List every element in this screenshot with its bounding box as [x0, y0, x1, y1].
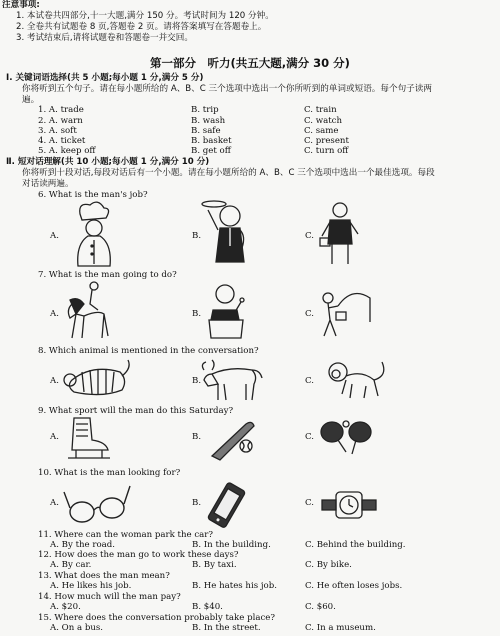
q10-label-c: C. — [305, 498, 315, 508]
q7-text: 7. What is the man going to do? — [38, 270, 177, 280]
monkey-icon — [322, 356, 388, 402]
q9-text: 9. What sport will the man do this Saturday? — [38, 406, 234, 416]
q12-text: 12. How does the man go to work these days? — [38, 550, 239, 560]
q13-option-a: A. He likes his job. — [50, 581, 132, 591]
q14-option-a: A. $20. — [50, 602, 81, 612]
q1-option-b: B. trip — [191, 105, 219, 115]
section1-instruction-cont: 遍。 — [22, 95, 40, 105]
notice-item-1: 1. 本试卷共四部分,十一大题,满分 150 分。考试时间为 120 分钟。 — [16, 11, 274, 21]
q10-text: 10. What is the man looking for? — [38, 468, 181, 478]
q12-option-b: B. By taxi. — [192, 560, 237, 570]
section2-instruction-cont: 对话读两遍。 — [22, 179, 74, 189]
q5-option-b: B. get off — [191, 146, 231, 156]
q10-label-a: A. — [50, 498, 59, 508]
businessman-icon — [318, 200, 362, 266]
q5-option-a: 5. A. keep off — [38, 146, 96, 156]
q14-option-c: C. $60. — [305, 602, 336, 612]
section2-heading: Ⅱ. 短对话理解(共 10 小题;每小题 1 分,满分 10 分) — [6, 157, 210, 167]
q13-option-c: C. He often loses jobs. — [305, 581, 403, 591]
q5-option-c: C. turn off — [304, 146, 349, 156]
q15-option-b: B. In the street. — [192, 623, 261, 633]
q14-text: 14. How much will the man pay? — [38, 592, 181, 602]
q12-option-a: A. By car. — [50, 560, 92, 570]
q11-option-b: B. In the building. — [192, 540, 271, 550]
q6-text: 6. What is the man's job? — [38, 190, 148, 200]
section2-instruction: 你将听到十段对话,每段对话后有一个小题。请在每小题所给的 A、B、C 三个选项中选出一个最佳选项。每段 — [22, 168, 435, 178]
q13-option-b: B. He hates his job. — [192, 581, 277, 591]
q7-label-b: B. — [192, 309, 202, 319]
q3-option-b: B. safe — [191, 126, 221, 136]
q3-option-a: 3. A. soft — [38, 126, 77, 136]
notice-item-2: 2. 全卷共有试题卷 8 页,答题卷 2 页。请将答案填写在答题卷上。 — [16, 22, 267, 32]
q4-option-c: C. present — [304, 136, 349, 146]
notice-heading: 注意事项: — [2, 0, 40, 10]
q9-label-c: C. — [305, 432, 315, 442]
bull-icon — [198, 356, 264, 402]
q9-label-b: B. — [192, 432, 202, 442]
q6-label-b: B. — [192, 231, 202, 241]
q7-label-c: C. — [305, 309, 315, 319]
q7-label-a: A. — [50, 309, 59, 319]
tiger-icon — [62, 358, 132, 402]
speaker-podium-icon — [205, 280, 255, 340]
q10-label-b: B. — [192, 498, 202, 508]
q14-option-b: B. $40. — [192, 602, 223, 612]
q8-label-a: A. — [50, 376, 59, 386]
horse-rider-icon — [62, 280, 116, 342]
q15-option-c: C. In a museum. — [305, 623, 376, 633]
section1-instruction: 你将听到五个句子。请在每小题所给的 A、B、C 三个选项中选出一个你所听到的单词或短语。每个句子读两 — [22, 84, 432, 94]
chef-icon — [68, 200, 116, 270]
section1-heading: Ⅰ. 关键词语选择(共 5 小题;每小题 1 分,满分 5 分) — [6, 73, 204, 83]
q11-option-c: C. Behind the building. — [305, 540, 406, 550]
q4-option-a: 4. A. ticket — [38, 136, 86, 146]
q1-option-a: 1. A. trade — [38, 105, 84, 115]
q2-option-a: 2. A. warn — [38, 116, 83, 126]
q12-option-c: C. By bike. — [305, 560, 352, 570]
q8-label-b: B. — [192, 376, 202, 386]
q1-option-c: C. train — [304, 105, 337, 115]
mobile-phone-icon — [204, 482, 248, 530]
q11-option-a: A. By the road. — [50, 540, 116, 550]
q15-text: 15. Where does the conversation probably take place? — [38, 613, 275, 623]
wristwatch-icon — [318, 480, 380, 530]
q8-label-c: C. — [305, 376, 315, 386]
q11-text: 11. Where can the woman park the car? — [38, 530, 213, 540]
q9-label-a: A. — [50, 432, 59, 442]
waiter-icon — [200, 196, 252, 266]
q2-option-c: C. watch — [304, 116, 343, 126]
q4-option-b: B. basket — [191, 136, 232, 146]
q6-label-c: C. — [305, 231, 315, 241]
q13-text: 13. What does the man mean? — [38, 571, 170, 581]
ice-skate-icon — [64, 416, 114, 462]
ping-pong-icon — [318, 418, 376, 460]
q2-option-b: B. wash — [191, 116, 226, 126]
q8-text: 8. Which animal is mentioned in the conversation? — [38, 346, 259, 356]
q6-label-a: A. — [50, 231, 59, 241]
glasses-icon — [62, 482, 134, 528]
fisherman-icon — [318, 282, 374, 340]
part-title: 第一部分 听力(共五大题,满分 30 分) — [150, 56, 350, 70]
notice-item-3: 3. 考试结束后,请将试题卷和答题卷一并交回。 — [16, 33, 193, 43]
q3-option-c: C. same — [304, 126, 339, 136]
baseball-bat-icon — [206, 416, 258, 462]
q15-option-a: A. On a bus. — [50, 623, 104, 633]
